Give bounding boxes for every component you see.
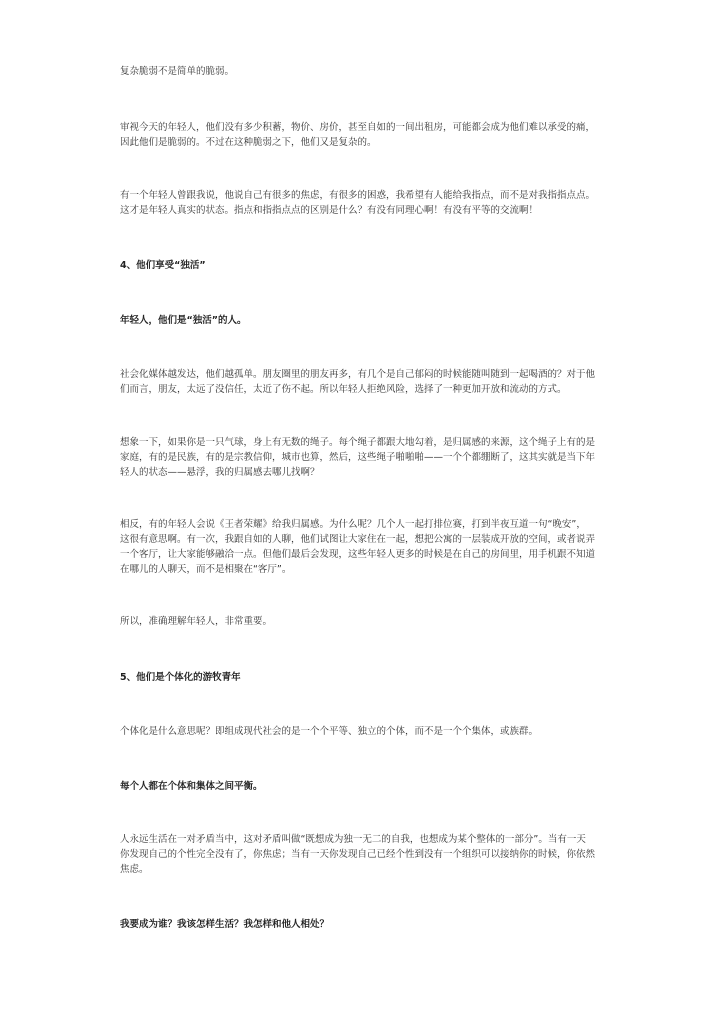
text-line: 焦虑。 — [120, 864, 149, 875]
heading-text: 5、他们是个体化的游牧青年 — [120, 672, 241, 683]
heading-text: 4、他们享受“独活” — [120, 260, 206, 271]
text-line: 因此他们是脆弱的。不过在这种脆弱之下，他们又是复杂的。 — [120, 137, 377, 148]
text-line: 社会化媒体越发达，他们越孤单。朋友圈里的朋友再多，有几个是自己郁闷的时候能随叫随到一起喝酒的？对于他 — [120, 369, 596, 380]
text-line: 一个客厅，让大家能够融洽一点。但他们最后会发现，这些年轻人更多的时候是在自己的房间里，用手机跟不知道 — [120, 549, 596, 560]
text-line: 这很有意思啊。有一次，我跟自如的人聊，他们试图让大家住在一起，想把公寓的一层装成开放的空间，或者说弄 — [120, 534, 596, 545]
paragraph — [120, 367, 610, 397]
text-line: 个体化是什么意思呢？即组成现代社会的是一个个平等、独立的个体，而不是一个个集体，或族群。 — [120, 726, 539, 737]
text-line: 人永远生活在一对矛盾当中，这对矛盾叫做“既想成为独一无二的自我，也想成为某个整体的一部分”。当有一天 — [120, 834, 586, 845]
text-line: 想象一下，如果你是一只气球，身上有无数的绳子。每个绳子都跟大地勾着，是归属感的来源，这个绳子上有的是 — [120, 437, 596, 448]
paragraph — [120, 435, 610, 480]
text-line: 这才是年轻人真实的状态。指点和指指点点的区别是什么？有没有同理心啊！有没有平等的交流啊！ — [120, 205, 539, 216]
bold-statement — [120, 779, 610, 794]
text-line: 你发现自己的个性完全没有了，你焦虑；当有一天你发现自己已经个性到没有一个组织可以接纳你的时候，你依然 — [120, 849, 596, 860]
text-line: 复杂脆弱不是简单的脆弱。 — [120, 66, 235, 77]
section-heading — [120, 670, 610, 685]
text-line: 所以，准确理解年轻人，非常重要。 — [120, 616, 273, 627]
text-line: 在哪儿的人聊天，而不是相聚在“客厅”。 — [120, 564, 292, 575]
paragraph — [120, 614, 610, 629]
paragraph — [120, 724, 610, 739]
section-heading — [120, 258, 610, 273]
paragraph — [120, 64, 610, 79]
text-line: 轻人的状态——悬浮，我的归属感去哪儿找啊？ — [120, 467, 320, 478]
text-line: 每个人都在个体和集体之间平衡。 — [120, 781, 263, 792]
paragraph — [120, 120, 610, 150]
bold-statement — [120, 313, 610, 328]
paragraph — [120, 517, 610, 577]
text-line: 审视今天的年轻人，他们没有多少积蓄，物价、房价，甚至自如的一间出租房，可能都会成为他们难以承受的痛， — [120, 122, 596, 133]
text-line: 相反，有的年轻人会说《王者荣耀》给我归属感。为什么呢？几个人一起打排位赛，打到半夜互道一句“晚安”， — [120, 519, 586, 530]
paragraph — [120, 832, 610, 877]
text-line: 年轻人，他们是“独活”的人。 — [120, 315, 247, 326]
bold-statement — [120, 917, 610, 932]
paragraph — [120, 188, 610, 218]
text-line: 们而言，朋友，太远了没信任，太近了伤不起。所以年轻人拒绝风险，选择了一种更加开放和流动的方式。 — [120, 384, 567, 395]
text-line: 我要成为谁？我该怎样生活？我怎样和他人相处？ — [120, 919, 330, 930]
text-line: 有一个年轻人曾跟我说，他说自己有很多的焦虑，有很多的困惑，我希望有人能给我指点，而不是对我指指点点。 — [120, 190, 596, 201]
text-line: 家庭，有的是民族，有的是宗教信仰，城市也算，然后，这些绳子啪啪啪——一个个都绷断了，这其实就是当下年 — [120, 452, 596, 463]
